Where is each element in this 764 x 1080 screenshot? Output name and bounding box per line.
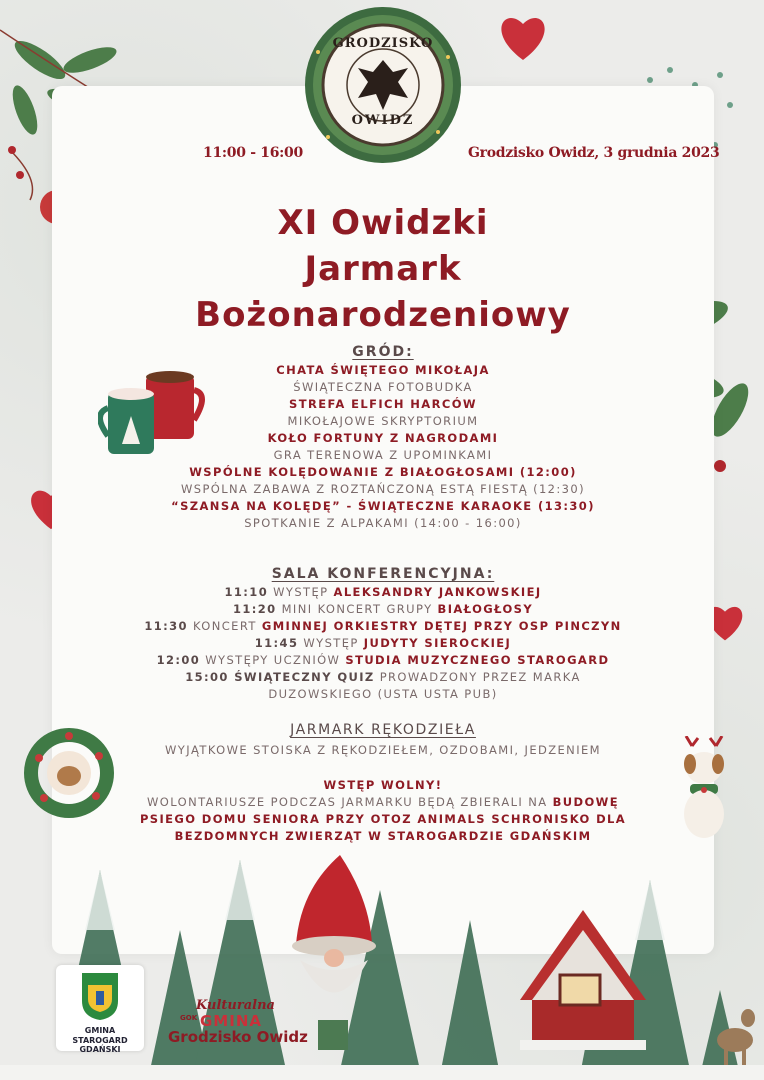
entry-heading: WSTĘP WOLNY! <box>323 778 443 792</box>
grodzisko-owidz-text: Grodzisko Owidz <box>168 1028 308 1046</box>
grod-item: ŚWIĄTECZNA FOTOBUDKA <box>293 380 473 394</box>
grod-item: SPOTKANIE Z ALPAKAMI (14:00 - 16:00) <box>244 516 522 530</box>
entry-line-1 <box>52 794 714 811</box>
entry-line-1-bold: BUDOWĘ <box>552 795 619 809</box>
heart-icon <box>495 12 551 62</box>
title-line-3: Bożonarodzeniowy <box>195 295 571 335</box>
sala-row-highlight: BIAŁOGŁOSY <box>437 602 534 616</box>
emblem-top-text: GRODZISKO <box>332 36 434 51</box>
grod-item: WSPÓLNA ZABAWA Z ROZTAŃCZONĄ ESTĄ FIESTĄ (12:30) <box>180 482 585 496</box>
sala-row <box>52 618 714 635</box>
sala-row-time: 11:10 <box>224 585 269 599</box>
sala-row-time: 11:45 <box>254 636 299 650</box>
sala-row-highlight: GMINNEJ ORKIESTRY DĘTEJ PRZY OSP PINCZYN <box>261 619 622 633</box>
kulturalna-text: Kulturalna <box>196 998 275 1013</box>
entry-line-1-text: WOLONTARIUSZE PODCZAS JARMARKU BĘDĄ ZBIERALI NA <box>147 795 553 809</box>
sala-row <box>52 584 714 601</box>
grodzisko-owidz-emblem <box>288 2 478 167</box>
gmina-starogard-logo <box>56 965 144 1054</box>
sala-row <box>52 635 714 652</box>
wreath-dog-icon <box>24 728 114 818</box>
gok-text: GOK <box>180 1014 198 1022</box>
sala-row-text: MINI KONCERT GRUPY <box>276 602 438 616</box>
grod-item: KOŁO FORTUNY Z NAGRODAMI <box>267 431 499 445</box>
sala-row-text: WYSTĘP <box>298 636 364 650</box>
sala-row-highlight: JUDYTY SIEROCKIEJ <box>363 636 512 650</box>
grod-item: CHATA ŚWIĘTEGO MIKOŁAJA <box>276 363 490 377</box>
sala-row-time: 15:00 <box>185 670 229 684</box>
sala-row-time: 12:00 <box>156 653 201 667</box>
sala-row-time: 11:20 <box>232 602 277 616</box>
sala-row-time: 11:30 <box>144 619 188 633</box>
title-line-2: Jarmark <box>304 249 462 289</box>
event-place-date: Grodzisko Owidz, 3 grudnia 2023 <box>468 145 720 161</box>
jarmark-text: WYJĄTKOWE STOISKA Z RĘKODZIEŁEM, OZDOBAMI, JEDZENIEM <box>165 743 601 757</box>
entry-line-2: PSIEGO DOMU SENIORA PRZY OTOZ ANIMALS SCHRONISKO DLA <box>139 812 627 826</box>
jarmark-heading: JARMARK RĘKODZIEŁA <box>290 722 476 738</box>
entry-line-3: BEZDOMNYCH ZWIERZĄT W STAROGARDZIE GDAŃSKIM <box>174 829 592 843</box>
cabin-icon <box>520 910 646 1050</box>
coat-of-arms-icon <box>80 971 120 1021</box>
grod-item: STREFA ELFICH HARCÓW <box>289 397 477 411</box>
sala-row-highlight: ALEKSANDRY JANKOWSKIEJ <box>333 585 542 599</box>
sala-row-text: ŚWIĄTECZNY QUIZ <box>228 670 375 684</box>
emblem-bottom-text: OWIDZ <box>351 113 415 128</box>
sala-row <box>52 669 714 686</box>
sala-row <box>52 652 714 669</box>
gmina-label-2: STAROGARD GDAŃSKI <box>72 1036 128 1054</box>
gmina-word: GMINA <box>200 1012 262 1030</box>
sala-row-text: WYSTĘP <box>268 585 334 599</box>
sala-row-post: PROWADZONY PRZEZ MARKA <box>374 670 581 684</box>
sala-heading: SALA KONFERENCYJNA: <box>271 566 495 582</box>
dog-with-antlers-icon <box>672 736 736 846</box>
sala-row-highlight: STUDIA MUZYCZNEGO STAROGARD <box>345 653 610 667</box>
gmina-label-1: GMINA <box>84 1026 116 1035</box>
sala-row <box>52 601 714 618</box>
sala-row-text: KONCERT <box>187 619 262 633</box>
title-line-1: XI Owidzki <box>277 203 489 243</box>
grod-item: “SZANSA NA KOLĘDĘ” - ŚWIĄTECZNE KARAOKE (13:30) <box>171 499 595 513</box>
grod-item: WSPÓLNE KOLĘDOWANIE Z BIAŁOGŁOSAMI (12:00) <box>189 465 577 479</box>
grod-item: GRA TERENOWA Z UPOMINKAMI <box>273 448 493 462</box>
sala-row-text: WYSTĘPY UCZNIÓW <box>200 653 346 667</box>
event-time: 11:00 - 16:00 <box>203 145 303 161</box>
grod-item: MIKOŁAJOWE SKRYPTORIUM <box>287 414 479 428</box>
grod-heading: GRÓD: <box>352 344 414 360</box>
sala-last-line: DUZOWSKIEGO (USTA USTA PUB) <box>268 687 498 701</box>
